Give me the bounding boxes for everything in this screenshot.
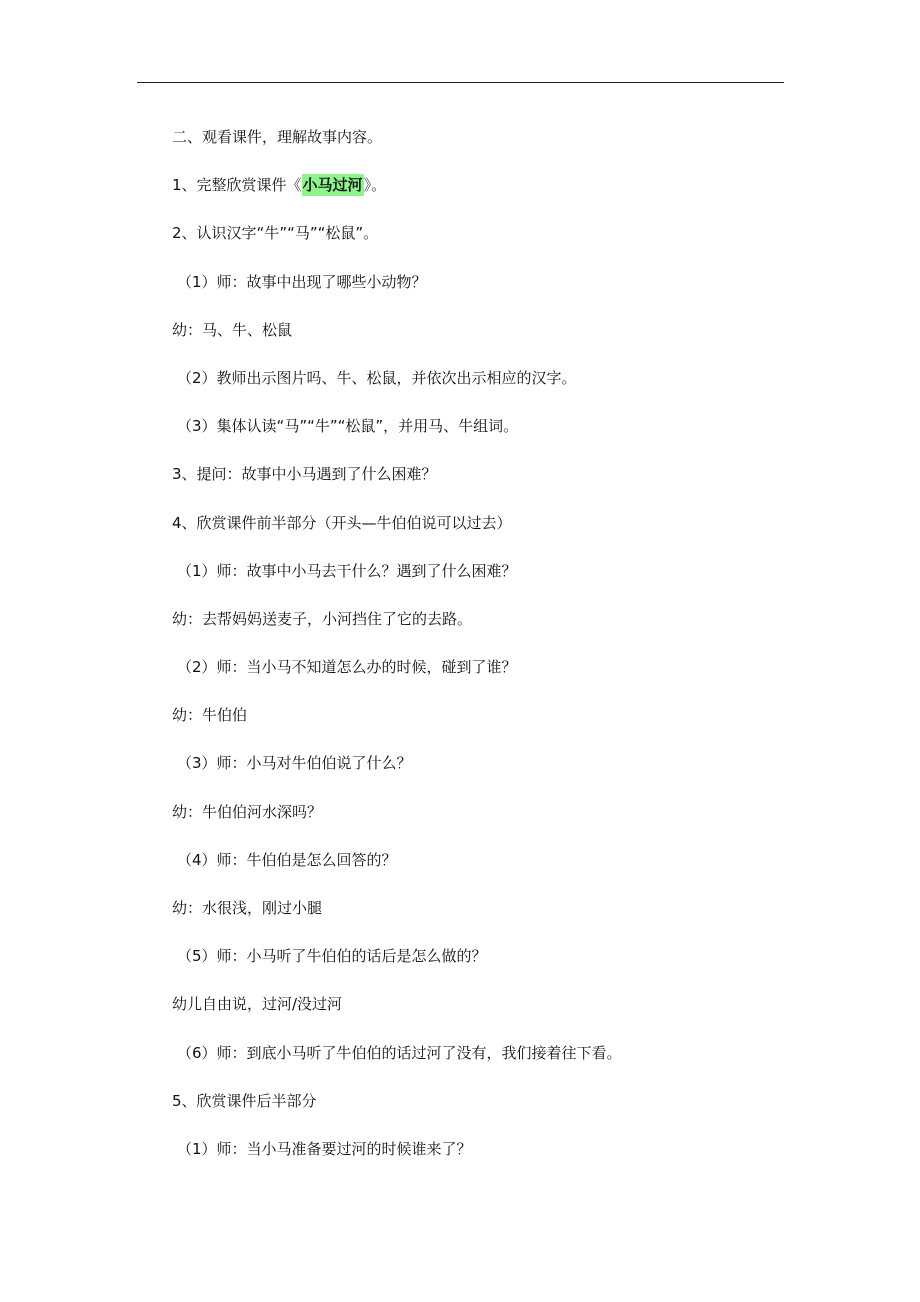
paragraph-4: 幼：马、牛、松鼠	[172, 320, 293, 339]
paragraph-9: （1）师：故事中小马去干什么？遇到了什么困难？	[177, 561, 517, 580]
paragraph-12: 幼：牛伯伯	[172, 706, 248, 725]
paragraph-7: 3、提问：故事中小马遇到了什么困难？	[172, 465, 437, 484]
paragraph-15: （4）师：牛伯伯是怎么回答的？	[177, 850, 397, 869]
paragraph-17: （5）师：小马听了牛伯伯的话后是怎么做的？	[177, 947, 487, 966]
paragraph-11: （2）师：当小马不知道怎么办的时候，碰到了谁？	[177, 658, 517, 677]
header-rule	[137, 82, 784, 83]
highlighted-title: 小马过河	[302, 176, 363, 195]
paragraph-18: 幼儿自由说，过河/没过河	[172, 995, 343, 1014]
paragraph-0: 二、观看课件，理解故事内容。	[172, 128, 383, 146]
paragraph-1-pre: 1、完整欣赏课件《	[172, 176, 302, 195]
paragraph-21: （1）师：当小马准备要过河的时候谁来了？	[177, 1139, 472, 1158]
document-body	[172, 121, 812, 1181]
paragraph-20: 5、欣赏课件后半部分	[172, 1091, 317, 1110]
paragraph-1-post: 》。	[363, 176, 387, 195]
paragraph-19: （6）师：到底小马听了牛伯伯的话过河了没有，我们接着往下看。	[177, 1043, 622, 1062]
paragraph-3: （1）师：故事中出现了哪些小动物？	[177, 272, 427, 291]
paragraph-2: 2、认识汉字“牛”“马”“松鼠”。	[172, 224, 379, 243]
paragraph-6: （3）集体认读“马”“牛”“松鼠”，并用马、牛组词。	[177, 417, 519, 436]
paragraph-14: 幼：牛伯伯河水深吗？	[172, 802, 323, 821]
paragraph-8: 4、欣赏课件前半部分（开头—牛伯伯说可以过去）	[172, 513, 512, 532]
paragraph-16: 幼：水很浅，刚过小腿	[172, 899, 323, 917]
paragraph-13: （3）师：小马对牛伯伯说了什么？	[177, 754, 412, 773]
paragraph-10: 幼：去帮妈妈送麦子，小河挡住了它的去路。	[172, 609, 473, 628]
paragraph-1	[172, 169, 812, 217]
paragraph-5: （2）教师出示图片吗、牛、松鼠，并依次出示相应的汉字。	[177, 368, 577, 387]
